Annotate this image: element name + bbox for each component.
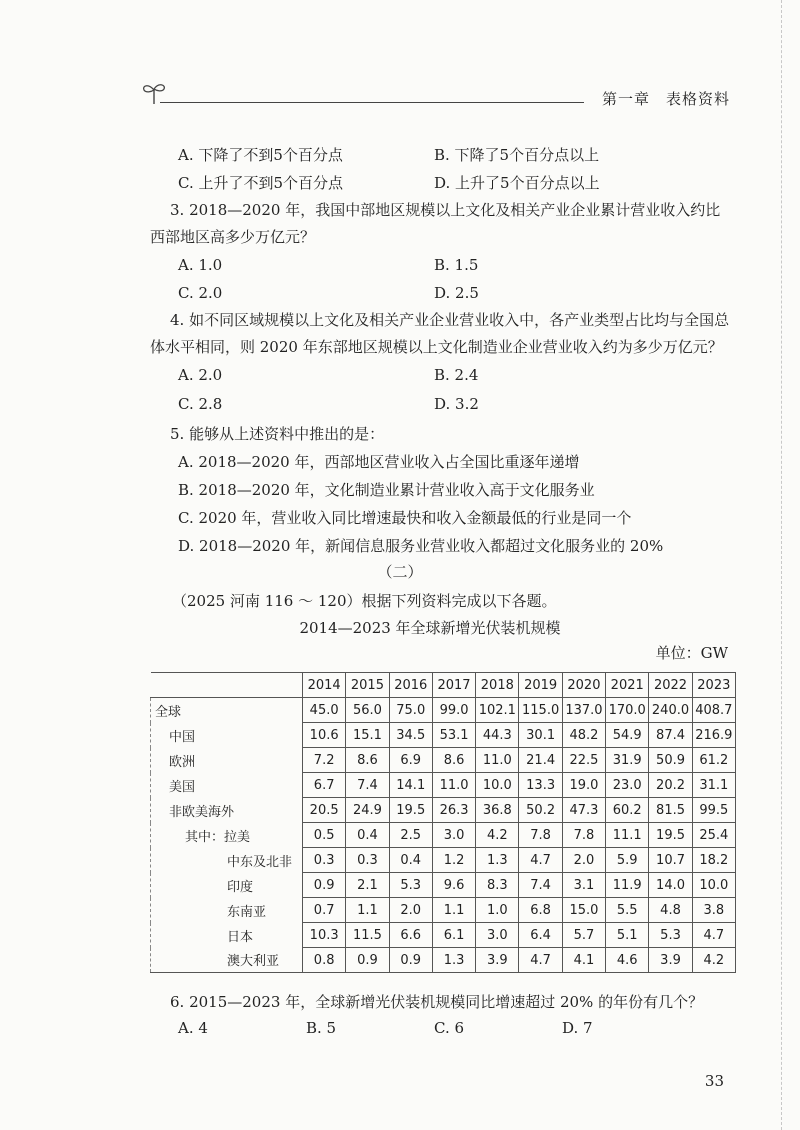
table-cell: 54.9 — [606, 723, 649, 748]
table-row — [151, 698, 736, 723]
table-cell: 1.1 — [346, 898, 389, 923]
year-header: 2023 — [692, 673, 735, 698]
row-label: 非欧美海外 — [151, 798, 303, 823]
table-cell: 5.3 — [389, 873, 432, 898]
table-cell: 25.4 — [692, 823, 735, 848]
table-cell: 102.1 — [476, 698, 519, 723]
year-header: 2022 — [649, 673, 692, 698]
q4-option-a: A. 2.0 — [178, 366, 223, 384]
q6-option-d: D. 7 — [562, 1019, 593, 1037]
table-cell: 44.3 — [476, 723, 519, 748]
table-cell: 1.2 — [432, 848, 475, 873]
year-header: 2020 — [562, 673, 605, 698]
table-cell: 137.0 — [562, 698, 605, 723]
table-row — [151, 898, 736, 923]
table-cell: 0.4 — [346, 823, 389, 848]
table-cell: 2.1 — [346, 873, 389, 898]
table-cell: 6.7 — [303, 773, 346, 798]
table-cell: 10.7 — [649, 848, 692, 873]
table-cell: 19.5 — [649, 823, 692, 848]
table-row — [151, 923, 736, 948]
table-cell: 31.9 — [606, 748, 649, 773]
table-cell: 10.0 — [476, 773, 519, 798]
q4-option-d: D. 3.2 — [434, 395, 479, 413]
data-table — [150, 672, 736, 973]
table-cell: 0.8 — [303, 948, 346, 973]
table-cell: 0.3 — [346, 848, 389, 873]
table-cell: 23.0 — [606, 773, 649, 798]
table-cell: 26.3 — [432, 798, 475, 823]
table-cell: 7.2 — [303, 748, 346, 773]
table-cell: 1.3 — [432, 948, 475, 973]
q6-option-b: B. 5 — [306, 1019, 337, 1037]
table-cell: 99.5 — [692, 798, 735, 823]
table-header-row — [151, 673, 736, 698]
page-header — [140, 80, 740, 110]
table-row — [151, 798, 736, 823]
q6-option-c: C. 6 — [434, 1019, 465, 1037]
row-label: 东南亚 — [151, 898, 303, 923]
table-cell: 10.6 — [303, 723, 346, 748]
row-label: 欧洲 — [151, 748, 303, 773]
table-cell: 0.7 — [303, 898, 346, 923]
page-number: 33 — [704, 1072, 724, 1090]
section-intro: （2025 河南 116 ～ 120）根据下列资料完成以下各题。 — [172, 592, 557, 610]
table-cell: 53.1 — [432, 723, 475, 748]
table-cell: 61.2 — [692, 748, 735, 773]
table-cell: 0.5 — [303, 823, 346, 848]
q3-stem: 3. 2018—2020 年，我国中部地区规模以上文化及相关产业企业累计营业收入约比西部地区高多少万亿元？ — [150, 201, 721, 246]
table-cell: 13.3 — [519, 773, 562, 798]
table-cell: 19.5 — [389, 798, 432, 823]
table-cell: 9.6 — [432, 873, 475, 898]
table-cell: 8.6 — [346, 748, 389, 773]
table-title: 2014—2023 年全球新增光伏装机规模 — [299, 619, 561, 637]
table-corner-cell — [151, 673, 303, 698]
table-cell: 11.1 — [606, 823, 649, 848]
table-cell: 15.1 — [346, 723, 389, 748]
table-row — [151, 773, 736, 798]
q4-option-c: C. 2.8 — [178, 395, 223, 413]
table-cell: 10.0 — [692, 873, 735, 898]
q3-option-c: C. 2.0 — [178, 284, 223, 302]
table-cell: 7.8 — [562, 823, 605, 848]
row-label: 印度 — [151, 873, 303, 898]
row-label: 中国 — [151, 723, 303, 748]
q2-option-d: D. 上升了5个百分点以上 — [434, 174, 600, 192]
table-cell: 47.3 — [562, 798, 605, 823]
row-label: 其中：拉美 — [151, 823, 303, 848]
table-cell: 170.0 — [606, 698, 649, 723]
table-cell: 45.0 — [303, 698, 346, 723]
table-cell: 50.9 — [649, 748, 692, 773]
table-cell: 14.1 — [389, 773, 432, 798]
table-cell: 22.5 — [562, 748, 605, 773]
table-cell: 50.2 — [519, 798, 562, 823]
q5-option-d: D. 2018—2020 年，新闻信息服务业营业收入都超过文化服务业的 20% — [178, 537, 664, 555]
table-row — [151, 823, 736, 848]
table-row — [151, 723, 736, 748]
table-cell: 11.9 — [606, 873, 649, 898]
q5-option-c: C. 2020 年，营业收入同比增速最快和收入金额最低的行业是同一个 — [178, 509, 632, 527]
year-header: 2016 — [389, 673, 432, 698]
table-cell: 20.2 — [649, 773, 692, 798]
q5-option-a: A. 2018—2020 年，西部地区营业收入占全国比重逐年递增 — [178, 453, 580, 471]
table-cell: 34.5 — [389, 723, 432, 748]
table-cell: 60.2 — [606, 798, 649, 823]
row-label: 全球 — [151, 698, 303, 723]
table-cell: 5.1 — [606, 923, 649, 948]
table-cell: 0.9 — [303, 873, 346, 898]
row-label: 澳大利亚 — [151, 948, 303, 973]
table-cell: 216.9 — [692, 723, 735, 748]
table-cell: 1.1 — [432, 898, 475, 923]
table-cell: 11.0 — [432, 773, 475, 798]
table-row — [151, 848, 736, 873]
table-cell: 56.0 — [346, 698, 389, 723]
table-row — [151, 748, 736, 773]
q4-option-b: B. 2.4 — [434, 366, 479, 384]
table-cell: 5.9 — [606, 848, 649, 873]
table-cell: 10.3 — [303, 923, 346, 948]
table-cell: 48.2 — [562, 723, 605, 748]
header-rule — [160, 102, 584, 103]
table-cell: 2.0 — [389, 898, 432, 923]
section-label: 表格资料 — [665, 90, 730, 108]
table-cell: 3.0 — [432, 823, 475, 848]
table-cell: 3.9 — [476, 948, 519, 973]
table-cell: 7.8 — [519, 823, 562, 848]
table-cell: 115.0 — [519, 698, 562, 723]
table-cell: 5.3 — [649, 923, 692, 948]
table-row — [151, 873, 736, 898]
table-cell: 1.0 — [476, 898, 519, 923]
table-row — [151, 948, 736, 973]
table-cell: 6.1 — [432, 923, 475, 948]
table-cell: 81.5 — [649, 798, 692, 823]
table-cell: 4.2 — [692, 948, 735, 973]
table-cell: 7.4 — [346, 773, 389, 798]
q5-stem: 5. 能够从上述资料中推出的是： — [170, 425, 385, 443]
table-cell: 20.5 — [303, 798, 346, 823]
q2-option-a: A. 下降了不到5个百分点 — [178, 146, 343, 164]
q5-option-b: B. 2018—2020 年，文化制造业累计营业收入高于文化服务业 — [178, 481, 595, 499]
table-cell: 0.9 — [389, 948, 432, 973]
row-label: 中东及北非 — [151, 848, 303, 873]
q2-option-b: B. 下降了5个百分点以上 — [434, 146, 600, 164]
table-cell: 4.1 — [562, 948, 605, 973]
table-cell: 87.4 — [649, 723, 692, 748]
table-cell: 3.9 — [649, 948, 692, 973]
row-label: 美国 — [151, 773, 303, 798]
year-header: 2021 — [606, 673, 649, 698]
q4-stem: 4. 如不同区域规模以上文化及相关产业企业营业收入中，各产业类型占比均与全国总体水平相同，则 2020 年东部地区规模以上文化制造业企业营业收入约为多少万亿元？ — [150, 311, 730, 356]
table-cell: 0.9 — [346, 948, 389, 973]
header-chapter — [602, 88, 730, 109]
table-cell: 30.1 — [519, 723, 562, 748]
table-cell: 5.5 — [606, 898, 649, 923]
table-cell: 3.1 — [562, 873, 605, 898]
table-cell: 7.4 — [519, 873, 562, 898]
table-cell: 1.3 — [476, 848, 519, 873]
table-cell: 8.3 — [476, 873, 519, 898]
table-cell: 4.8 — [649, 898, 692, 923]
table-cell: 5.7 — [562, 923, 605, 948]
table-cell: 240.0 — [649, 698, 692, 723]
table-cell: 4.7 — [519, 848, 562, 873]
table-cell: 6.4 — [519, 923, 562, 948]
table-cell: 3.0 — [476, 923, 519, 948]
year-header: 2014 — [303, 673, 346, 698]
q2-option-c: C. 上升了不到5个百分点 — [178, 174, 344, 192]
table-cell: 31.1 — [692, 773, 735, 798]
table-cell: 99.0 — [432, 698, 475, 723]
year-header: 2018 — [476, 673, 519, 698]
q3-option-d: D. 2.5 — [434, 284, 479, 302]
table-cell: 6.8 — [519, 898, 562, 923]
q3-option-b: B. 1.5 — [434, 256, 479, 274]
year-header: 2015 — [346, 673, 389, 698]
chapter-label: 第一章 — [601, 90, 650, 108]
table-cell: 3.8 — [692, 898, 735, 923]
table-cell: 4.6 — [606, 948, 649, 973]
year-header: 2017 — [432, 673, 475, 698]
q6-stem: 6. 2015—2023 年，全球新增光伏装机规模同比增速超过 20% 的年份有几个？ — [170, 993, 704, 1011]
table-cell: 408.7 — [692, 698, 735, 723]
table-cell: 36.8 — [476, 798, 519, 823]
table-cell: 2.5 — [389, 823, 432, 848]
table-cell: 8.6 — [432, 748, 475, 773]
q6-option-a: A. 4 — [178, 1019, 208, 1037]
section-mark: （二） — [377, 563, 423, 581]
table-cell: 6.9 — [389, 748, 432, 773]
table-cell: 19.0 — [562, 773, 605, 798]
table-cell: 75.0 — [389, 698, 432, 723]
year-header: 2019 — [519, 673, 562, 698]
table-cell: 6.6 — [389, 923, 432, 948]
table-cell: 14.0 — [649, 873, 692, 898]
table-body — [151, 698, 736, 973]
table-cell: 11.5 — [346, 923, 389, 948]
table-cell: 0.3 — [303, 848, 346, 873]
table-cell: 4.7 — [519, 948, 562, 973]
table-cell: 21.4 — [519, 748, 562, 773]
table-cell: 11.0 — [476, 748, 519, 773]
table-cell: 15.0 — [562, 898, 605, 923]
table-unit: 单位：GW — [655, 644, 728, 662]
table-cell: 0.4 — [389, 848, 432, 873]
row-label: 日本 — [151, 923, 303, 948]
table-cell: 2.0 — [562, 848, 605, 873]
table-cell: 4.7 — [692, 923, 735, 948]
q3-option-a: A. 1.0 — [178, 256, 223, 274]
table-cell: 4.2 — [476, 823, 519, 848]
table-cell: 18.2 — [692, 848, 735, 873]
table-cell: 24.9 — [346, 798, 389, 823]
